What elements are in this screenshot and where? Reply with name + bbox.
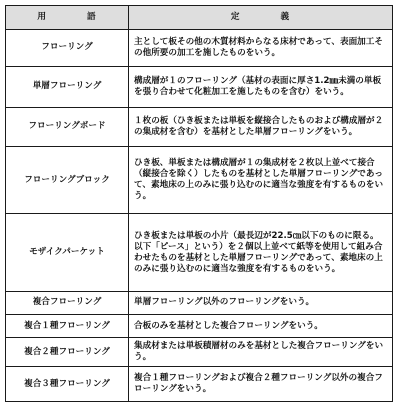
term-cell: 単層フローリング xyxy=(6,66,129,107)
term-cell: フローリング xyxy=(6,30,129,67)
table-row xyxy=(6,214,393,292)
definition-cell: ひき板、単板または構成層が１の集成材を２枚以上並べて接合（縦接合を除く）したものを基材とした単層フローリングであって、素地床の上のみに張り込むのに適当な強度を有するものをいう。 xyxy=(129,147,393,214)
table-row xyxy=(6,30,393,67)
table-row xyxy=(6,107,393,147)
table-row xyxy=(6,66,393,107)
term-cell: 複合２種フローリング xyxy=(6,338,129,367)
table-row xyxy=(6,291,393,314)
term-cell: フローリングブロック xyxy=(6,147,129,214)
terminology-table xyxy=(5,5,393,402)
term-cell: フローリングボード xyxy=(6,107,129,147)
term-cell: 複合１種フローリング xyxy=(6,315,129,338)
table-row xyxy=(6,367,393,402)
definition-cell: １枚の板（ひき板または単板を縦接合したものおよび構成層が２の集成材を含む）を基材とした単層フローリングをいう。 xyxy=(129,107,393,147)
definition-cell: 複合１種フローリングおよび複合２種フローリング以外の複合フローリングをいう。 xyxy=(129,367,393,402)
term-cell: 複合フローリング xyxy=(6,291,129,314)
term-column-header xyxy=(6,6,129,30)
term-header-char-1: 用 xyxy=(37,12,47,23)
definition-header-char-2: 義 xyxy=(280,12,291,23)
definition-cell: 構成層が１のフローリング（基材の表面に厚さ1.2㎜未満の単板を張り合わせて化粧加工を施したものを含む）をいう。 xyxy=(129,66,393,107)
table-header-row xyxy=(6,6,393,30)
definition-cell: 合板のみを基材とした複合フローリングをいう。 xyxy=(129,315,393,338)
definition-cell: 単層フローリング以外のフローリングをいう。 xyxy=(129,291,393,314)
term-header-char-2: 語 xyxy=(87,12,97,23)
definition-cell: 集成材または単板積層材のみを基材とした複合フローリングをいう。 xyxy=(129,338,393,367)
definition-column-header xyxy=(129,6,393,30)
definition-cell: 主として板その他の木質材料からなる床材であって、表面加工その他所要の加工を施したものをいう。 xyxy=(129,30,393,67)
term-cell: モザイクパーケット xyxy=(6,214,129,292)
table-row xyxy=(6,147,393,214)
table-row xyxy=(6,338,393,367)
table-row xyxy=(6,315,393,338)
term-cell: 複合３種フローリング xyxy=(6,367,129,402)
definition-header-char-1: 定 xyxy=(230,12,241,23)
definition-cell: ひき板または単板の小片（最長辺が22.5㎝以下のものに限る。以下「ピース」という）を２個以上並べて紙等を使用して組み合わせたものを基材とした単層フローリングであって、素地床の上のみに張り込むのに適当な強度を有するものをいう。 xyxy=(129,214,393,292)
